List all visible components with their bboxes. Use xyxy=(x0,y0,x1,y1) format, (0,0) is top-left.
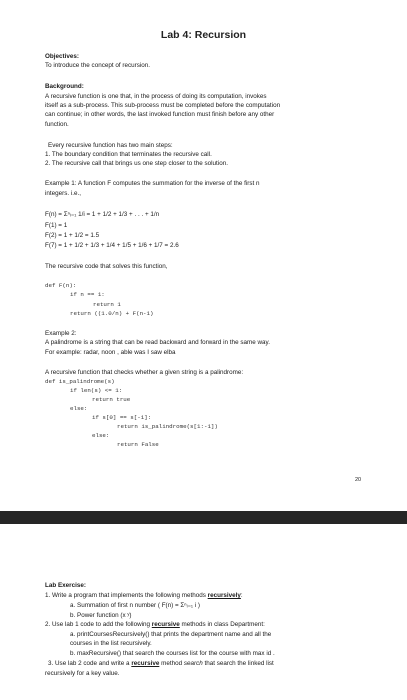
exercise-item-2a: a. printCoursesRecursively() that prints the department name and all the xyxy=(70,631,272,638)
example2-line: For example: radar, noon , able was I saw elba xyxy=(45,349,176,356)
exercise-item-2 xyxy=(45,621,265,629)
exercise-text: method xyxy=(159,660,184,667)
code-line: else: xyxy=(70,405,88,412)
formula-line: F(n) = Σⁿᵢ₌₁ 1/i = 1 + 1/2 + 1/3 + . . . + 1/n xyxy=(45,211,160,218)
exercise-text: 2. Use lab 1 code to add the following xyxy=(45,621,152,628)
exercise-item-2b: b. maxRecursive() that search the courses list for the course with max id . xyxy=(70,650,275,657)
code-line: return ((1.0/n) + F(n-1) xyxy=(70,310,154,317)
exercise-text: 1. Write a program that implements the following methods xyxy=(45,592,208,599)
code-line: if s[0] == s[-1]: xyxy=(92,414,152,421)
formula-line: F(7) = 1 + 1/2 + 1/3 + 1/4 + 1/5 + 1/6 + 1/7 = 2.6 xyxy=(45,242,179,249)
exercise-item-1 xyxy=(45,592,243,600)
background-line: can continue; in other words, the last invoked function must finish before any other xyxy=(45,111,275,118)
recursive-code-intro: The recursive code that solves this function, xyxy=(45,263,168,270)
exercise-method-name: search xyxy=(183,660,203,667)
background-line: function. xyxy=(45,121,69,128)
background-line: A recursive function is one that, in the process of doing its computation, invokes xyxy=(45,93,267,100)
exercise-text: that search the linked list xyxy=(202,660,274,667)
exercise-item-2a: courses in the list recursively. xyxy=(70,640,152,647)
exercise-item-3-cont: recursively for a key value. xyxy=(45,670,120,677)
background-heading: Background: xyxy=(45,83,84,90)
step-two: 2. The recursive call that brings us one step closer to the solution. xyxy=(45,160,228,167)
step-one: 1. The boundary condition that terminates the recursive call. xyxy=(45,151,212,158)
exercise-item-3 xyxy=(48,660,274,668)
exercise-keyword: recursive xyxy=(151,621,180,628)
code-line: def is_palindrome(s) xyxy=(45,378,115,385)
exercise-item-1b: b. Power function (x ʸ) xyxy=(70,612,132,619)
page-two xyxy=(0,524,407,700)
exercise-text: methods in class Department: xyxy=(179,621,265,628)
code-line: return true xyxy=(92,396,131,403)
code-line: if len(s) <= 1: xyxy=(70,387,123,394)
code-line: def F(n): xyxy=(45,282,77,289)
steps-intro: Every recursive function has two main steps: xyxy=(48,142,173,149)
page-divider xyxy=(0,511,407,524)
background-line: itself as a sub-process. This sub-process must be completed before the computation xyxy=(45,102,281,109)
example1-line: integers. i.e., xyxy=(45,190,82,197)
code-line: return False xyxy=(117,441,159,448)
page-number: 20 xyxy=(355,477,362,483)
example2-line: A palindrome is a string that can be read backward and forward in the same way. xyxy=(45,339,270,346)
formula-line: F(1) = 1 xyxy=(45,222,68,229)
code-line: else: xyxy=(92,432,110,439)
example1-line: Example 1: A function F computes the summation for the inverse of the first n xyxy=(45,180,260,187)
code-line: return is_palindrome(s[1:-1]) xyxy=(117,423,218,430)
exercise-text: 3. Use lab 2 code and write a xyxy=(48,660,132,667)
palindrome-intro: A recursive function that checks whether a given string is a palindrome: xyxy=(45,369,244,376)
objectives-heading: Objectives: xyxy=(45,53,79,60)
exercise-keyword: recursively xyxy=(207,592,241,599)
objectives-text: To introduce the concept of recursion. xyxy=(45,62,151,69)
exercise-keyword: recursive xyxy=(131,660,160,667)
code-line: return 1 xyxy=(93,301,121,308)
page-title: Lab 4: Recursion xyxy=(160,29,247,41)
exercise-heading: Lab Exercise: xyxy=(45,582,86,589)
example2-heading: Example 2: xyxy=(45,330,77,337)
exercise-item-1a: a. Summation of first n number ( F(n) = Σⁿᵢ₌₁ i ) xyxy=(70,602,201,609)
formula-line: F(2) = 1 + 1/2 = 1.5 xyxy=(45,232,100,239)
code-line: if n == 1: xyxy=(70,291,105,298)
exercise-text: : xyxy=(240,592,243,599)
